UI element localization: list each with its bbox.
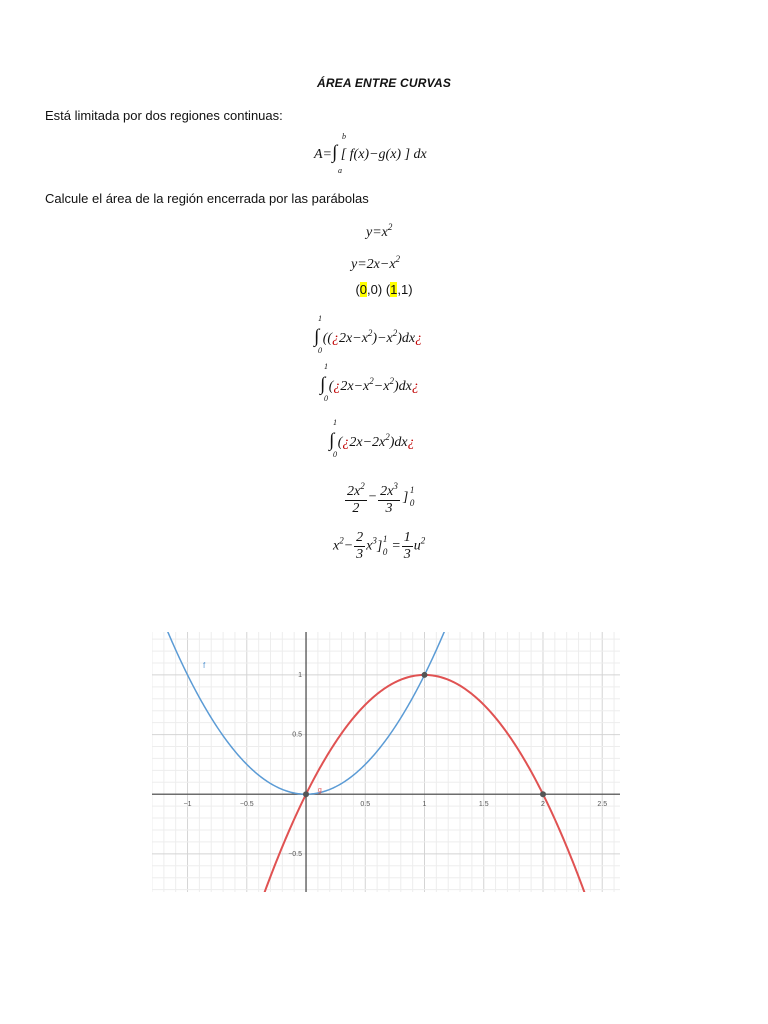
res-frac-den: 3 bbox=[356, 547, 364, 562]
step1-b: 2x−x bbox=[339, 331, 368, 346]
step3-q: ¿ bbox=[342, 435, 350, 450]
step1-e1: 2 bbox=[367, 328, 373, 338]
res-u: u bbox=[413, 538, 421, 554]
res-minus: − bbox=[343, 538, 354, 554]
res-be: 3 bbox=[372, 535, 377, 546]
res-frac-num: 2 bbox=[356, 530, 364, 545]
step1-a: (( bbox=[322, 331, 333, 346]
x-tick-label: 1.5 bbox=[478, 801, 489, 809]
intersection-point bbox=[422, 672, 428, 678]
res-eq: = bbox=[391, 538, 401, 554]
y-tick-label: −0.5 bbox=[288, 850, 303, 858]
eval-upper: 1 bbox=[409, 484, 415, 495]
integral-sign: ∫ bbox=[332, 142, 338, 163]
integral-step-1 bbox=[314, 314, 423, 355]
parabola-graph bbox=[152, 632, 620, 892]
res-a: x bbox=[333, 538, 340, 554]
integral-sign: ∫ bbox=[314, 326, 320, 347]
res-b: x bbox=[366, 538, 373, 554]
series-line-g bbox=[152, 675, 620, 892]
frac1-exp: 2 bbox=[360, 481, 365, 491]
res-frac2-den: 3 bbox=[403, 547, 411, 562]
x-tick-label: −0.5 bbox=[239, 801, 254, 809]
eval-lower: 0 bbox=[409, 497, 415, 508]
intersection-points bbox=[0, 282, 768, 297]
y-tick-label: 0.5 bbox=[292, 731, 303, 739]
p1-highlight: 0 bbox=[359, 282, 368, 297]
step3-d: )dx bbox=[389, 435, 408, 450]
p2-rest: ,1) bbox=[397, 282, 413, 297]
eval-bracket: ] bbox=[402, 489, 409, 505]
res-lower: 0 bbox=[382, 546, 388, 557]
upper-limit: b bbox=[342, 132, 346, 141]
intersection-point bbox=[540, 791, 546, 797]
fraction-2 bbox=[378, 478, 400, 517]
step3-b: 2x−2x bbox=[349, 435, 386, 450]
res-ue: 2 bbox=[420, 535, 426, 546]
fraction-res-2 bbox=[402, 530, 413, 563]
res-ae: 2 bbox=[339, 535, 344, 546]
step2-b: 2x−x bbox=[340, 379, 370, 394]
series-label-f: f bbox=[202, 660, 206, 670]
step2-d: )dx bbox=[393, 379, 412, 394]
fraction-res-1 bbox=[354, 530, 365, 563]
step2-upper: 1 bbox=[324, 362, 328, 371]
step3-e1: 2 bbox=[385, 432, 390, 442]
step1-d: )dx bbox=[397, 331, 416, 346]
step1-q2: ¿ bbox=[415, 331, 423, 346]
res-frac2-num: 1 bbox=[403, 530, 411, 545]
step2-c: −x bbox=[373, 379, 390, 394]
x-tick-label: 2.5 bbox=[597, 801, 608, 809]
frac2-num: 2x bbox=[380, 484, 394, 499]
step2-e2: 2 bbox=[389, 376, 394, 386]
x-tick-label: −1 bbox=[183, 801, 192, 809]
antiderivative-step bbox=[344, 478, 415, 517]
step1-q: ¿ bbox=[332, 331, 340, 346]
integral-step-3 bbox=[329, 418, 415, 459]
integral-sign: ∫ bbox=[329, 430, 335, 451]
step2-a: ( bbox=[328, 379, 334, 394]
p2-highlight: 1 bbox=[390, 282, 398, 297]
step3-upper: 1 bbox=[333, 418, 337, 427]
x-tick-label: 1 bbox=[422, 801, 427, 809]
integral-sign: ∫ bbox=[320, 374, 326, 395]
formula-lhs: A= bbox=[314, 147, 332, 162]
p2-open: ( bbox=[385, 282, 391, 297]
step1-e2: 2 bbox=[392, 328, 398, 338]
step1-upper: 1 bbox=[318, 314, 322, 323]
step2-q2: ¿ bbox=[411, 379, 419, 394]
step1-c: )−x bbox=[372, 331, 393, 346]
res-bracket: ] bbox=[376, 538, 383, 554]
step1-lower: 0 bbox=[318, 346, 322, 355]
step3-a: ( bbox=[337, 435, 343, 450]
p1-open: ( bbox=[355, 282, 360, 297]
series-label-g: g bbox=[317, 787, 322, 795]
intersection-point bbox=[303, 791, 309, 797]
p1-rest: ,0) bbox=[367, 282, 383, 297]
frac2-den: 3 bbox=[385, 501, 393, 516]
minus: − bbox=[367, 489, 378, 505]
x-tick-label: 2 bbox=[541, 801, 545, 809]
lower-limit: a bbox=[338, 166, 342, 175]
document-title: ÁREA ENTRE CURVAS bbox=[316, 76, 452, 90]
fraction-1 bbox=[345, 478, 367, 517]
step2-q: ¿ bbox=[333, 379, 341, 394]
curve-2-exp: 2 bbox=[395, 254, 401, 264]
integral-step-2 bbox=[320, 362, 419, 403]
curve-1-exp: 2 bbox=[387, 222, 393, 232]
y-tick-label: 1 bbox=[298, 671, 303, 679]
result-step bbox=[333, 530, 425, 563]
problem-statement: Calcule el área de la región encerrada por las parábolas bbox=[45, 191, 369, 206]
step3-lower: 0 bbox=[333, 450, 337, 459]
formula-body: [ f(x)−g(x) ] dx bbox=[340, 147, 427, 162]
res-upper: 1 bbox=[382, 533, 388, 544]
curve-2 bbox=[351, 254, 400, 273]
frac1-den: 2 bbox=[352, 501, 360, 516]
curve-1 bbox=[366, 222, 392, 241]
frac2-exp: 3 bbox=[393, 481, 398, 491]
step2-lower: 0 bbox=[324, 394, 328, 403]
intro-text: Está limitada por dos regiones continuas: bbox=[45, 108, 283, 123]
curve-2-base: y=2x−x bbox=[351, 257, 396, 272]
x-tick-label: 0.5 bbox=[360, 801, 371, 809]
step2-e1: 2 bbox=[369, 376, 374, 386]
frac1-num: 2x bbox=[347, 484, 361, 499]
step3-q2: ¿ bbox=[407, 435, 415, 450]
curve-1-base: y=x bbox=[366, 225, 388, 240]
area-formula bbox=[314, 132, 427, 175]
